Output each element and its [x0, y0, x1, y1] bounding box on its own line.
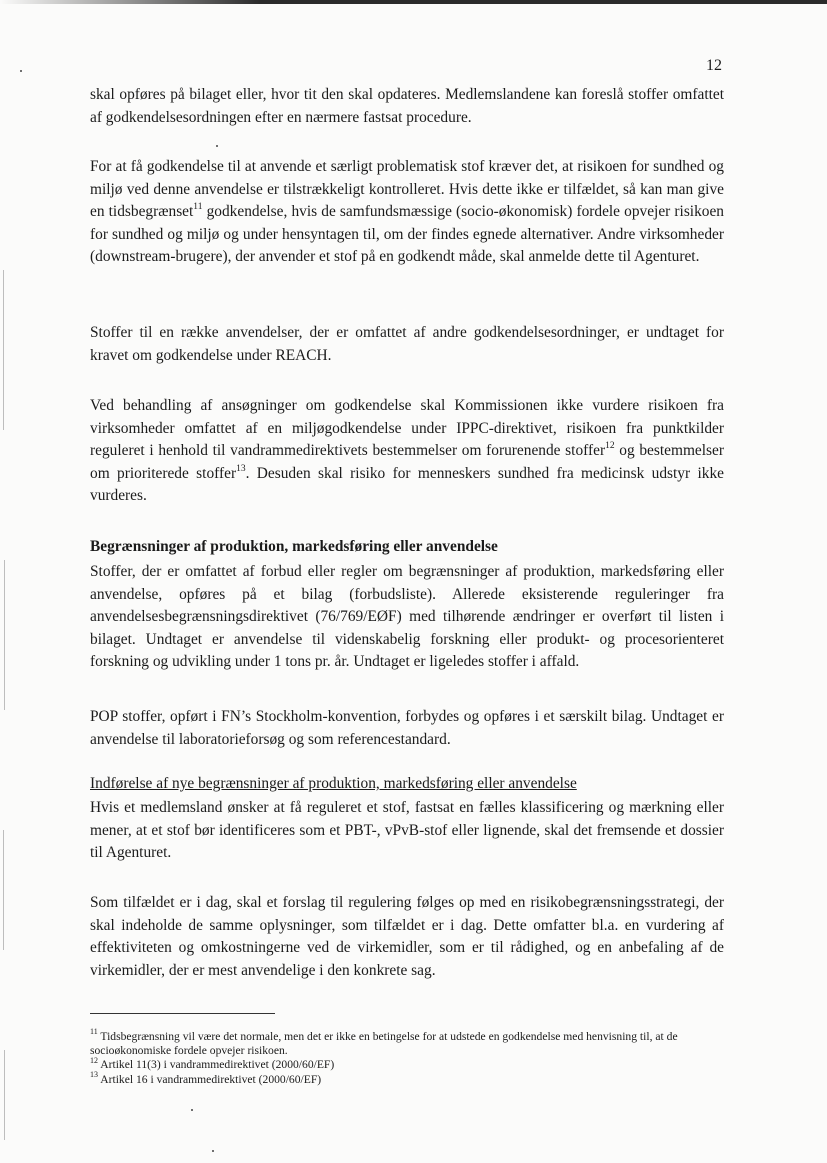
footnote-11	[90, 1027, 720, 1058]
footnote-separator	[90, 1013, 275, 1014]
footnote-ref-11: 11	[193, 202, 203, 213]
footnote-12	[90, 1055, 720, 1072]
paragraph-4-text-a: Ved behandling af ansøgninger om godkendelse skal Kommissionen ikke vurdere risikoen fra virksomheder omfattet af en miljøgodkendelse under IPPC-direktivet, risikoen fra punktkilder reguleret i henhold til vandrammedirektivets bestemmelser om forurenende stoffer	[90, 397, 724, 460]
paragraph-1: skal opføres på bilaget eller, hvor tit den skal opdateres. Medlemslandene kan foreslå stoffer omfattet af godkendelsesordningen efter en nærmere fastsat procedure.	[90, 86, 724, 126]
paragraph-3: Stoffer til en række anvendelser, der er omfattet af andre godkendelsesordninger, er undtaget for kravet om godkendelse under REACH.	[90, 324, 724, 364]
scan-margin-mark	[3, 270, 4, 430]
paragraph-5: Stoffer, der er omfattet af forbud eller regler om begrænsninger af produktion, markedsføring eller anvendelse, opføres på et bilag (forbudsliste). Allerede eksisterende reguleringer fra anvendelsesbegrænsningsdirektivet (76/769/EØF) med tilhørende ændringer er overført til listen i bilaget. Undtaget er anvendelse til videnskabelig forskning eller produkt- og procesorienteret forskning og udvikling under 1 tons pr. år. Undtaget er ligeledes stoffer i affald.	[90, 563, 724, 671]
footnote-number: 12	[90, 1055, 98, 1065]
footnote-number: 13	[90, 1069, 98, 1079]
scan-speck	[191, 1109, 193, 1111]
footnote-13	[90, 1069, 720, 1087]
paragraph-6: POP stoffer, opført i FN’s Stockholm-konvention, forbydes og opføres i et særskilt bilag. Undtaget er anvendelse til laboratorieforsøg og som referencestandard.	[90, 708, 724, 748]
paragraph-7: Hvis et medlemsland ønsker at få reguleret et stof, fastsat en fælles klassificering og mærkning eller mener, at et stof bør identificeres som et PBT-, vPvB-stof eller lignende, skal det fremsende et dossier til Agenturet.	[90, 799, 724, 862]
paragraph-2-text-b: godkendelse, hvis de samfundsmæssige (socio-økonomisk) fordele opvejer risikoen for sundhed og miljø og under hensyntagen til, om der findes egnede alternativer. Andre virksomheder (downstream-brugere), der anvender et stof på en godkendt måde, skal anmelde dette til Agenturet.	[90, 203, 724, 266]
footnote-number: 11	[90, 1027, 98, 1037]
scan-top-edge-fade	[0, 0, 260, 4]
footnote-text: Tidsbegrænsning vil være det normale, men det er ikke en betingelse for at udstede en godkendelse med henvisning til, at de socioøkonomiske fordele opvejer risikoen.	[90, 1030, 678, 1058]
heading-new-restrictions: Indførelse af nye begrænsninger af produktion, markedsføring eller anvendelse	[90, 775, 577, 792]
scan-margin-mark	[3, 830, 4, 950]
paragraph-4-text-b: og bestemmelser om prioriterede stoffer	[90, 442, 724, 482]
heading-restrictions: Begrænsninger af produktion, markedsføring eller anvendelse	[90, 538, 498, 555]
scan-speck	[216, 145, 218, 147]
paragraph-8: Som tilfældet er i dag, skal et forslag til regulering følges op med en risikobegrænsningsstrategi, der skal indeholde de samme oplysninger, som tilfældet er i dag. Dette omfatter bl.a. en vurdering af effektiviteten og omkostningerne ved de virkemidler, som er til rådighed, og en anbefaling af de virkemidler, der er mest anvendelige i den konkrete sag.	[90, 894, 724, 979]
scan-speck	[212, 1150, 214, 1152]
footnote-text: Artikel 16 i vandrammedirektivet (2000/60/EF)	[98, 1072, 322, 1086]
footnote-ref-12: 12	[605, 441, 615, 452]
paragraph-2-text-a: For at få godkendelse til at anvende et særligt problematisk stof kræver det, at risikoen for sundhed og miljø ved denne anvendelse er tilstrækkeligt kontrolleret. Hvis dette ikke er tilfældet, så kan man give en tidsbegrænset	[90, 158, 724, 221]
paragraph-4-text-c: . Desuden skal risiko for menneskers sundhed fra medicinsk udstyr ikke vurderes.	[90, 464, 724, 505]
footnote-text: Artikel 11(3) i vandrammedirektivet (2000/60/EF)	[98, 1058, 335, 1072]
paragraph-4	[90, 395, 724, 508]
scan-speck	[20, 70, 22, 72]
footnotes	[90, 1027, 720, 1087]
paragraph-2	[90, 156, 724, 269]
scan-margin-mark	[4, 1050, 5, 1140]
scan-margin-mark	[4, 560, 5, 710]
page-number: 12	[706, 57, 722, 74]
footnote-ref-13: 13	[236, 463, 246, 474]
